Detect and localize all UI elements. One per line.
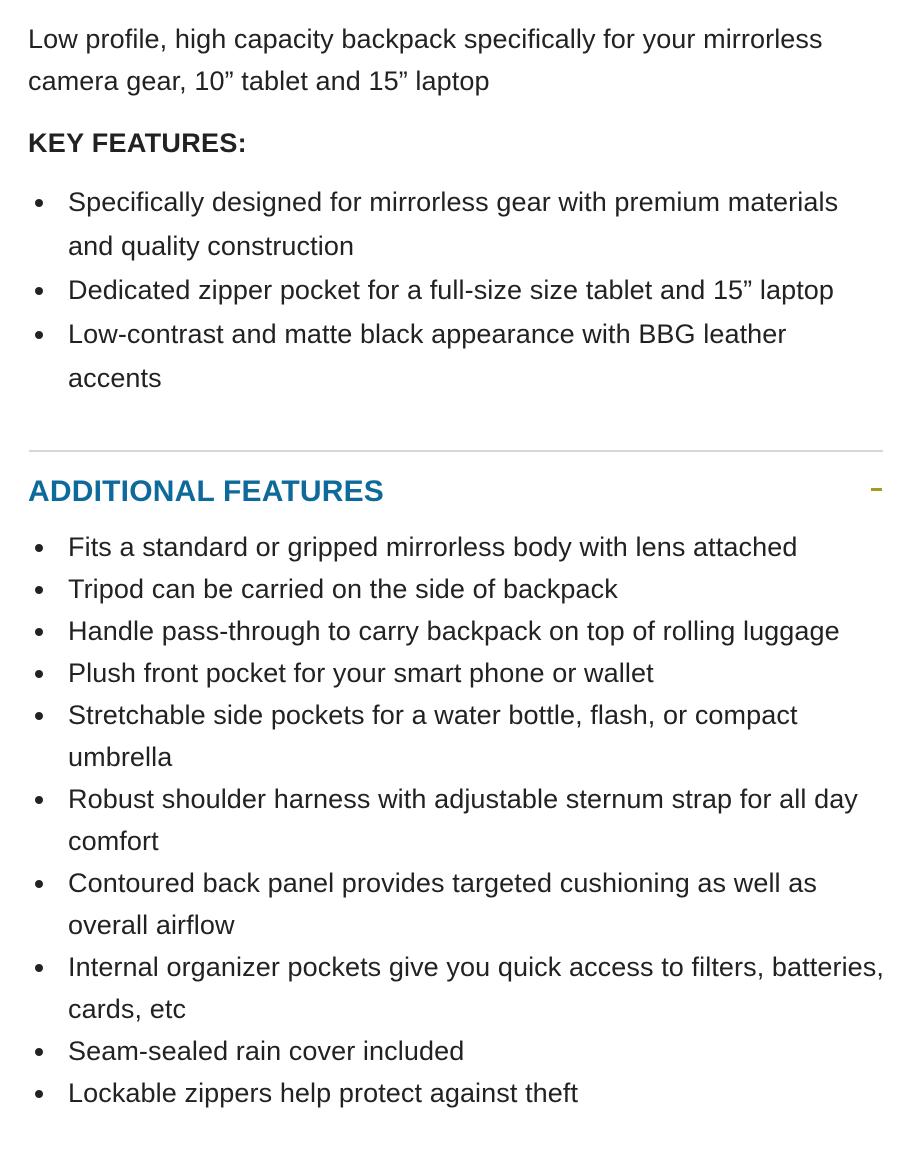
list-item-text: Low-contrast and matte black appearance with BBG leather accents xyxy=(68,319,787,393)
list-item-text: Plush front pocket for your smart phone or wallet xyxy=(68,658,654,688)
bullet-dot-icon xyxy=(35,628,43,636)
list-item xyxy=(28,862,884,946)
bullet-dot-icon xyxy=(35,1090,43,1098)
list-item xyxy=(28,526,884,568)
bullet-dot-icon xyxy=(35,670,43,678)
list-item xyxy=(28,180,884,268)
bullet-dot-icon xyxy=(35,964,43,972)
list-item xyxy=(28,946,884,1030)
accordion-title[interactable]: ADDITIONAL FEATURES xyxy=(28,475,385,508)
bullet-dot-icon xyxy=(35,586,43,594)
list-item xyxy=(28,312,884,400)
bullet-dot-icon xyxy=(35,287,43,295)
list-item-text: Contoured back panel provides targeted cushioning as well as overall airflow xyxy=(68,868,817,940)
list-item xyxy=(28,694,884,778)
intro-text: Low profile, high capacity backpack specifically for your mirrorless camera gear, 10” tablet and 15” laptop xyxy=(28,24,823,96)
list-item-text: Robust shoulder harness with adjustable sternum strap for all day comfort xyxy=(68,784,858,856)
bullet-dot-icon xyxy=(35,796,43,804)
list-item-text: Fits a standard or gripped mirrorless body with lens attached xyxy=(68,532,798,562)
bullet-dot-icon xyxy=(35,1048,43,1056)
key-features-heading: KEY FEATURES: xyxy=(28,128,247,158)
list-item-text: Lockable zippers help protect against theft xyxy=(68,1078,579,1108)
section-divider xyxy=(29,450,883,452)
list-item xyxy=(28,268,884,312)
collapse-minus-icon[interactable] xyxy=(871,488,882,491)
list-item xyxy=(28,778,884,862)
list-item-text: Seam-sealed rain cover included xyxy=(68,1036,465,1066)
product-description xyxy=(28,0,884,1114)
additional-features-list xyxy=(28,526,884,1114)
list-item-text: Specifically designed for mirrorless gear with premium materials and quality construction xyxy=(68,187,839,261)
bullet-dot-icon xyxy=(35,331,43,339)
list-item xyxy=(28,1072,884,1114)
key-features-list xyxy=(28,180,884,400)
list-item xyxy=(28,1030,884,1072)
bullet-dot-icon xyxy=(35,199,43,207)
list-item-text: Dedicated zipper pocket for a full-size size tablet and 15” laptop xyxy=(68,275,835,305)
list-item xyxy=(28,568,884,610)
list-item xyxy=(28,652,884,694)
bullet-dot-icon xyxy=(35,880,43,888)
list-item-text: Handle pass-through to carry backpack on top of rolling luggage xyxy=(68,616,840,646)
list-item xyxy=(28,610,884,652)
bullet-dot-icon xyxy=(35,712,43,720)
additional-features-accordion-header[interactable] xyxy=(28,470,884,514)
list-item-text: Stretchable side pockets for a water bottle, flash, or compact umbrella xyxy=(68,700,798,772)
list-item-text: Tripod can be carried on the side of backpack xyxy=(68,574,618,604)
list-item-text: Internal organizer pockets give you quick access to filters, batteries, cards, etc xyxy=(68,952,884,1024)
bullet-dot-icon xyxy=(35,544,43,552)
